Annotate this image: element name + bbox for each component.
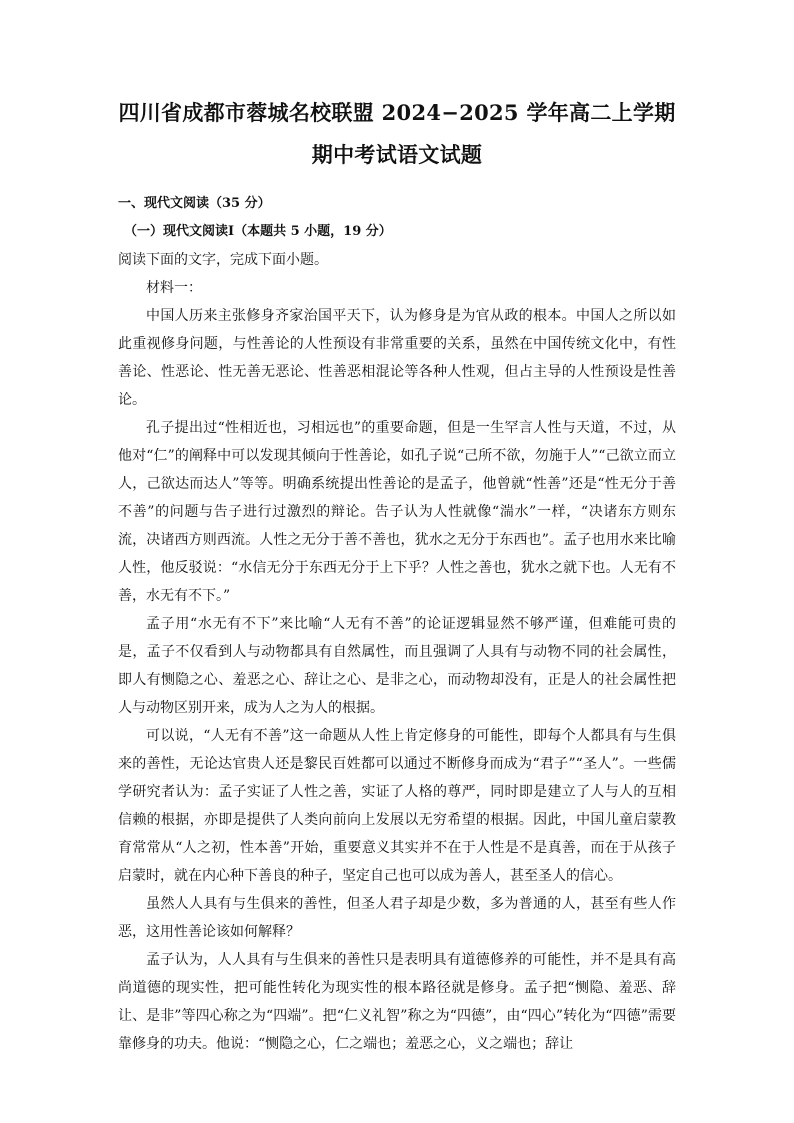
material-label: 材料一： — [146, 280, 202, 296]
paragraph-2: 孔子提出过“性相近也，习相远也”的重要命题，但是一生罕言人性与天道，不过，从他对“仁”的阐释中可以发现其倾向于性善论，如孔子说“己所不欲，勿施于人”“己欲立而立人，己欲达而达人”等等。明确系统提出性善论的是孟子，他曾就“性善”还是“性无分于善不善”的问题与告子进行过激烈的辩论。告子认为人性就像“湍水”一样，“决诸东方则东流，决诸西方则西流。人性之无分于善不善也，犹水之无分于东西也”。孟子也用水来比喻人性，他反驳说：“水信无分于东西无分于上下乎？人性之善也，犹水之就下也。人无有不善，水无有不下。” — [118, 420, 676, 604]
document-title-line1: 四川省成都市蓉城名校联盟 2024−2025 学年高二上学期 — [118, 100, 676, 125]
paragraph-5: 虽然人人具有与生俱来的善性，但圣人君子却是少数，多为普通的人，甚至有些人作恶，这用性善论该如何解释？ — [118, 896, 676, 940]
subsection-heading-reading-1: （一）现代文阅读Ⅰ（本题共 5 小题，19 分） — [124, 224, 392, 239]
section-heading-modern-reading: 一、现代文阅读（35 分） — [118, 196, 271, 211]
paragraph-3: 孟子用“水无有不下”来比喻“人无有不善”的论证逻辑显然不够严谨，但难能可贵的是，孟子不仅看到人与动物都具有自然属性，而且强调了人具有与动物不同的社会属性，即人有恻隐之心、羞恶之心、辞让之心、是非之心，而动物却没有，正是人的社会属性把人与动物区别开来，成为人之为人的根据。 — [118, 616, 676, 716]
paragraph-1: 中国人历来主张修身齐家治国平天下，认为修身是为官从政的根本。中国人之所以如此重视修身问题，与性善论的人性预设有非常重要的关系，虽然在中国传统文化中，有性善论、性恶论、性无善无恶论、性善恶相混论等各种人性观，但占主导的人性预设是性善论。 — [118, 308, 676, 408]
reading-instruction: 阅读下面的文字，完成下面小题。 — [118, 252, 328, 268]
document-title-line2: 期中考试语文试题 — [311, 142, 483, 167]
paragraph-4: 可以说，“人无有不善”这一命题从人性上肯定修身的可能性，即每个人都具有与生俱来的善性，无论达官贵人还是黎民百姓都可以通过不断修身而成为“君子”“圣人”。一些儒学研究者认为：孟子实证了人性之善，实证了人格的尊严，同时即是建立了人与人的互相信赖的根据，亦即是提供了人类向前向上发展以无穷希望的根据。因此，中国儿童启蒙教育常常从“人之初，性本善”开始，重要意义其实并不在于人性是不是真善，而在于从孩子启蒙时，就在内心种下善良的种子，坚定自己也可以成为善人，甚至圣人的信心。 — [118, 728, 676, 884]
paragraph-6: 孟子认为，人人具有与生俱来的善性只是表明具有道德修养的可能性，并不是具有高尚道德的现实性，把可能性转化为现实性的根本路径就是修身。孟子把“恻隐、羞恶、辞让、是非”等四心称之为“四端”。把“仁义礼智”称之为“四德”，由“四心”转化为“四德”需要靠修身的功夫。他说：“恻隐之心，仁之端也；羞恶之心，义之端也；辞让 — [118, 952, 676, 1052]
